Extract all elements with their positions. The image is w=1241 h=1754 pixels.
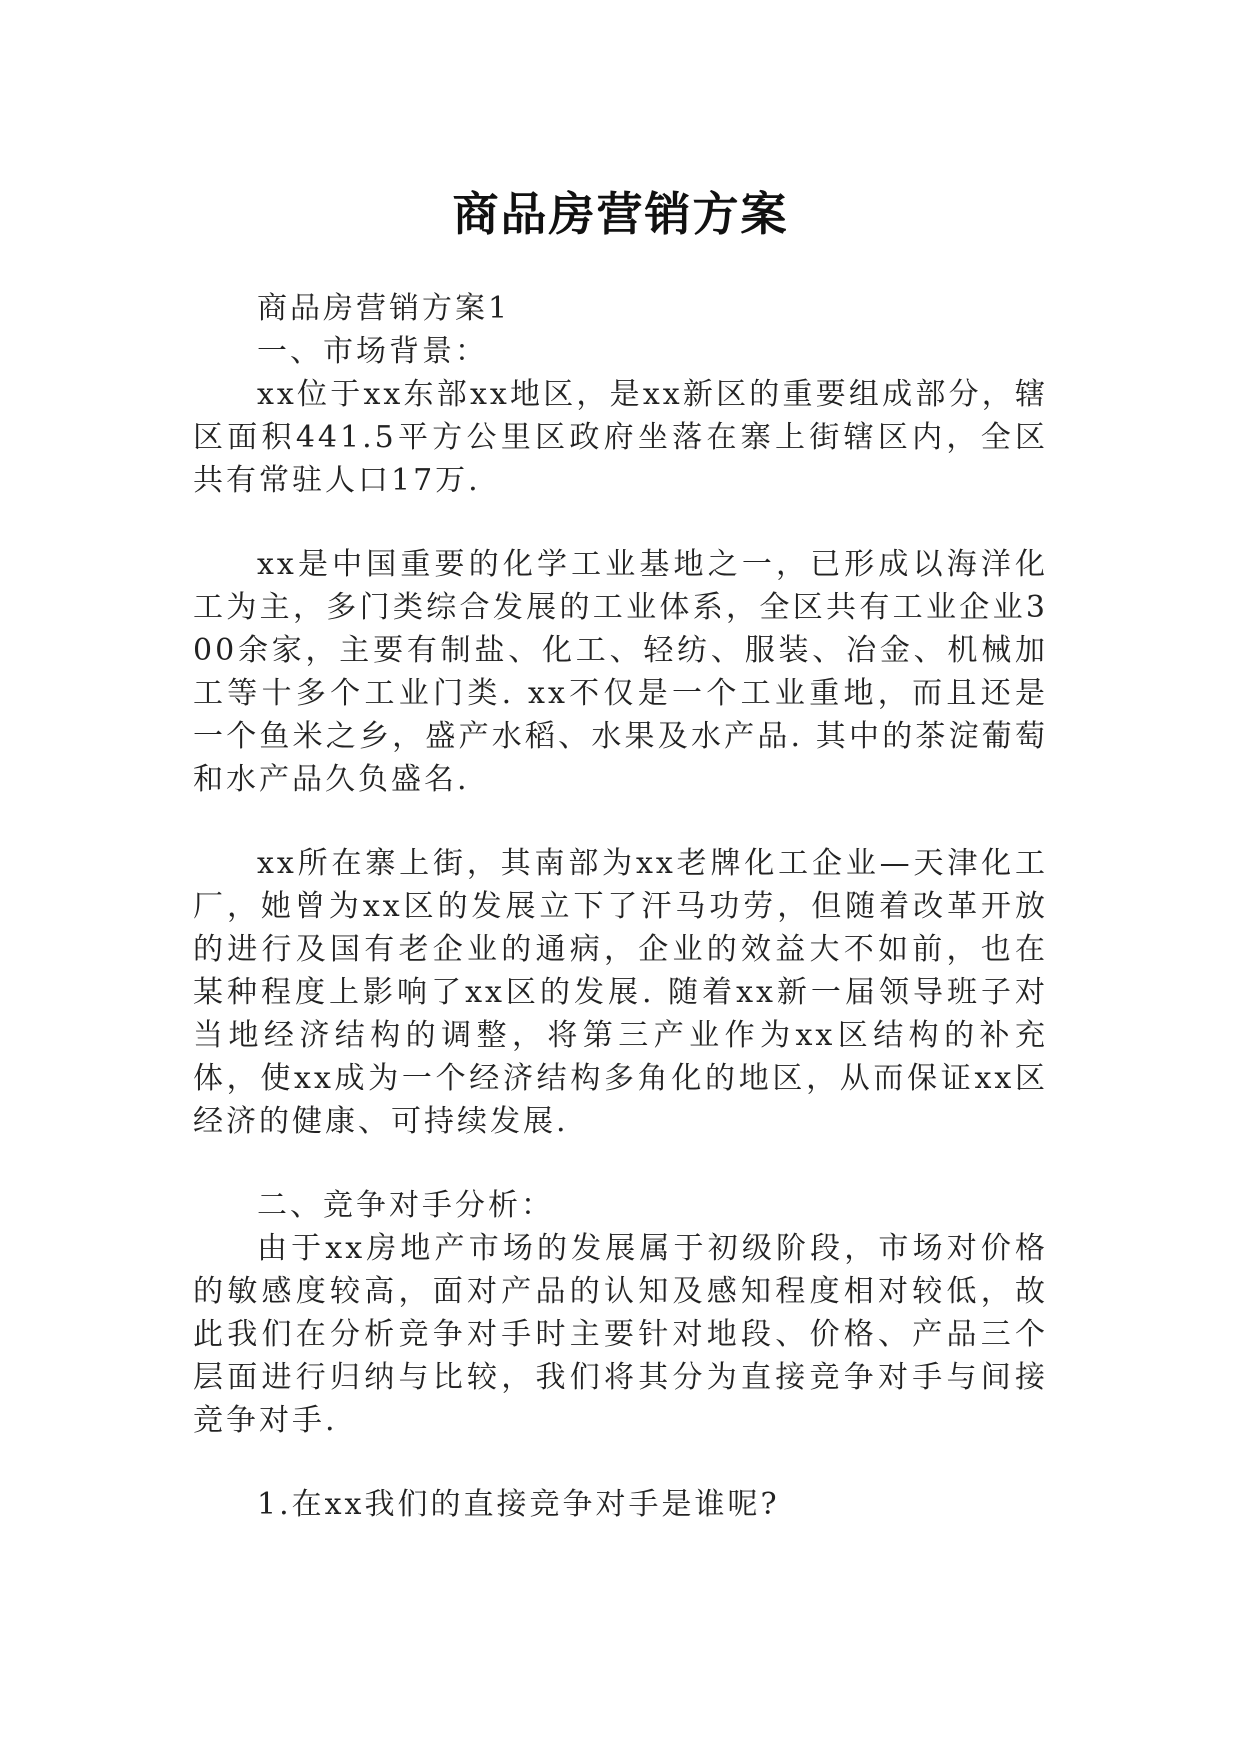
paragraph-industry: xx是中国重要的化学工业基地之一，已形成以海洋化工为主，多门类综合发展的工业体系，全区共有工业企业300余家，主要有制盐、化工、轻纺、服装、冶金、机械加工等十多个工业门类. xx不仅是一个工业重地，而且还是一个鱼米之乡，盛产水稻、水果及水产品. 其中的茶淀葡萄和水产品久负盛名. — [193, 547, 1048, 797]
document-title: 商品房营销方案 — [452, 187, 789, 241]
paragraph-gap — [193, 1143, 1048, 1184]
paragraph-gap — [193, 1442, 1048, 1483]
section-heading-market-background: 一、市场背景： — [257, 334, 488, 369]
section-heading-competitor-analysis: 二、竞争对手分析： — [257, 1188, 554, 1223]
paragraph-development: xx所在寨上街，其南部为xx老牌化工企业—天津化工厂，她曾为xx区的发展立下了汗马功劳，但随着改革开放的进行及国有老企业的通病，企业的效益大不如前，也在某种程度上影响了xx区的发展. 随着xx新一届领导班子对当地经济结构的调整，将第三产业作为xx区结构的补充体，使xx成为一个经济结构多角化的地区，从而保证xx区经济的健康、可持续发展. — [193, 846, 1048, 1139]
paragraph-gap — [193, 801, 1048, 842]
document-body — [193, 287, 1048, 1526]
paragraph-location: xx位于xx东部xx地区，是xx新区的重要组成部分，辖区面积441.5平方公里区政府坐落在寨上街辖区内，全区共有常驻人口17万. — [193, 377, 1048, 498]
section-heading-plan-1: 商品房营销方案1 — [257, 291, 511, 326]
paragraph-gap — [193, 502, 1048, 543]
paragraph-competitor-overview: 由于xx房地产市场的发展属于初级阶段，市场对价格的敏感度较高，面对产品的认知及感知程度相对较低，故此我们在分析竞争对手时主要针对地段、价格、产品三个层面进行归纳与比较，我们将其分为直接竞争对手与间接竞争对手. — [193, 1231, 1048, 1438]
paragraph-direct-competitor-question: 1.在xx我们的直接竞争对手是谁呢? — [257, 1487, 780, 1522]
